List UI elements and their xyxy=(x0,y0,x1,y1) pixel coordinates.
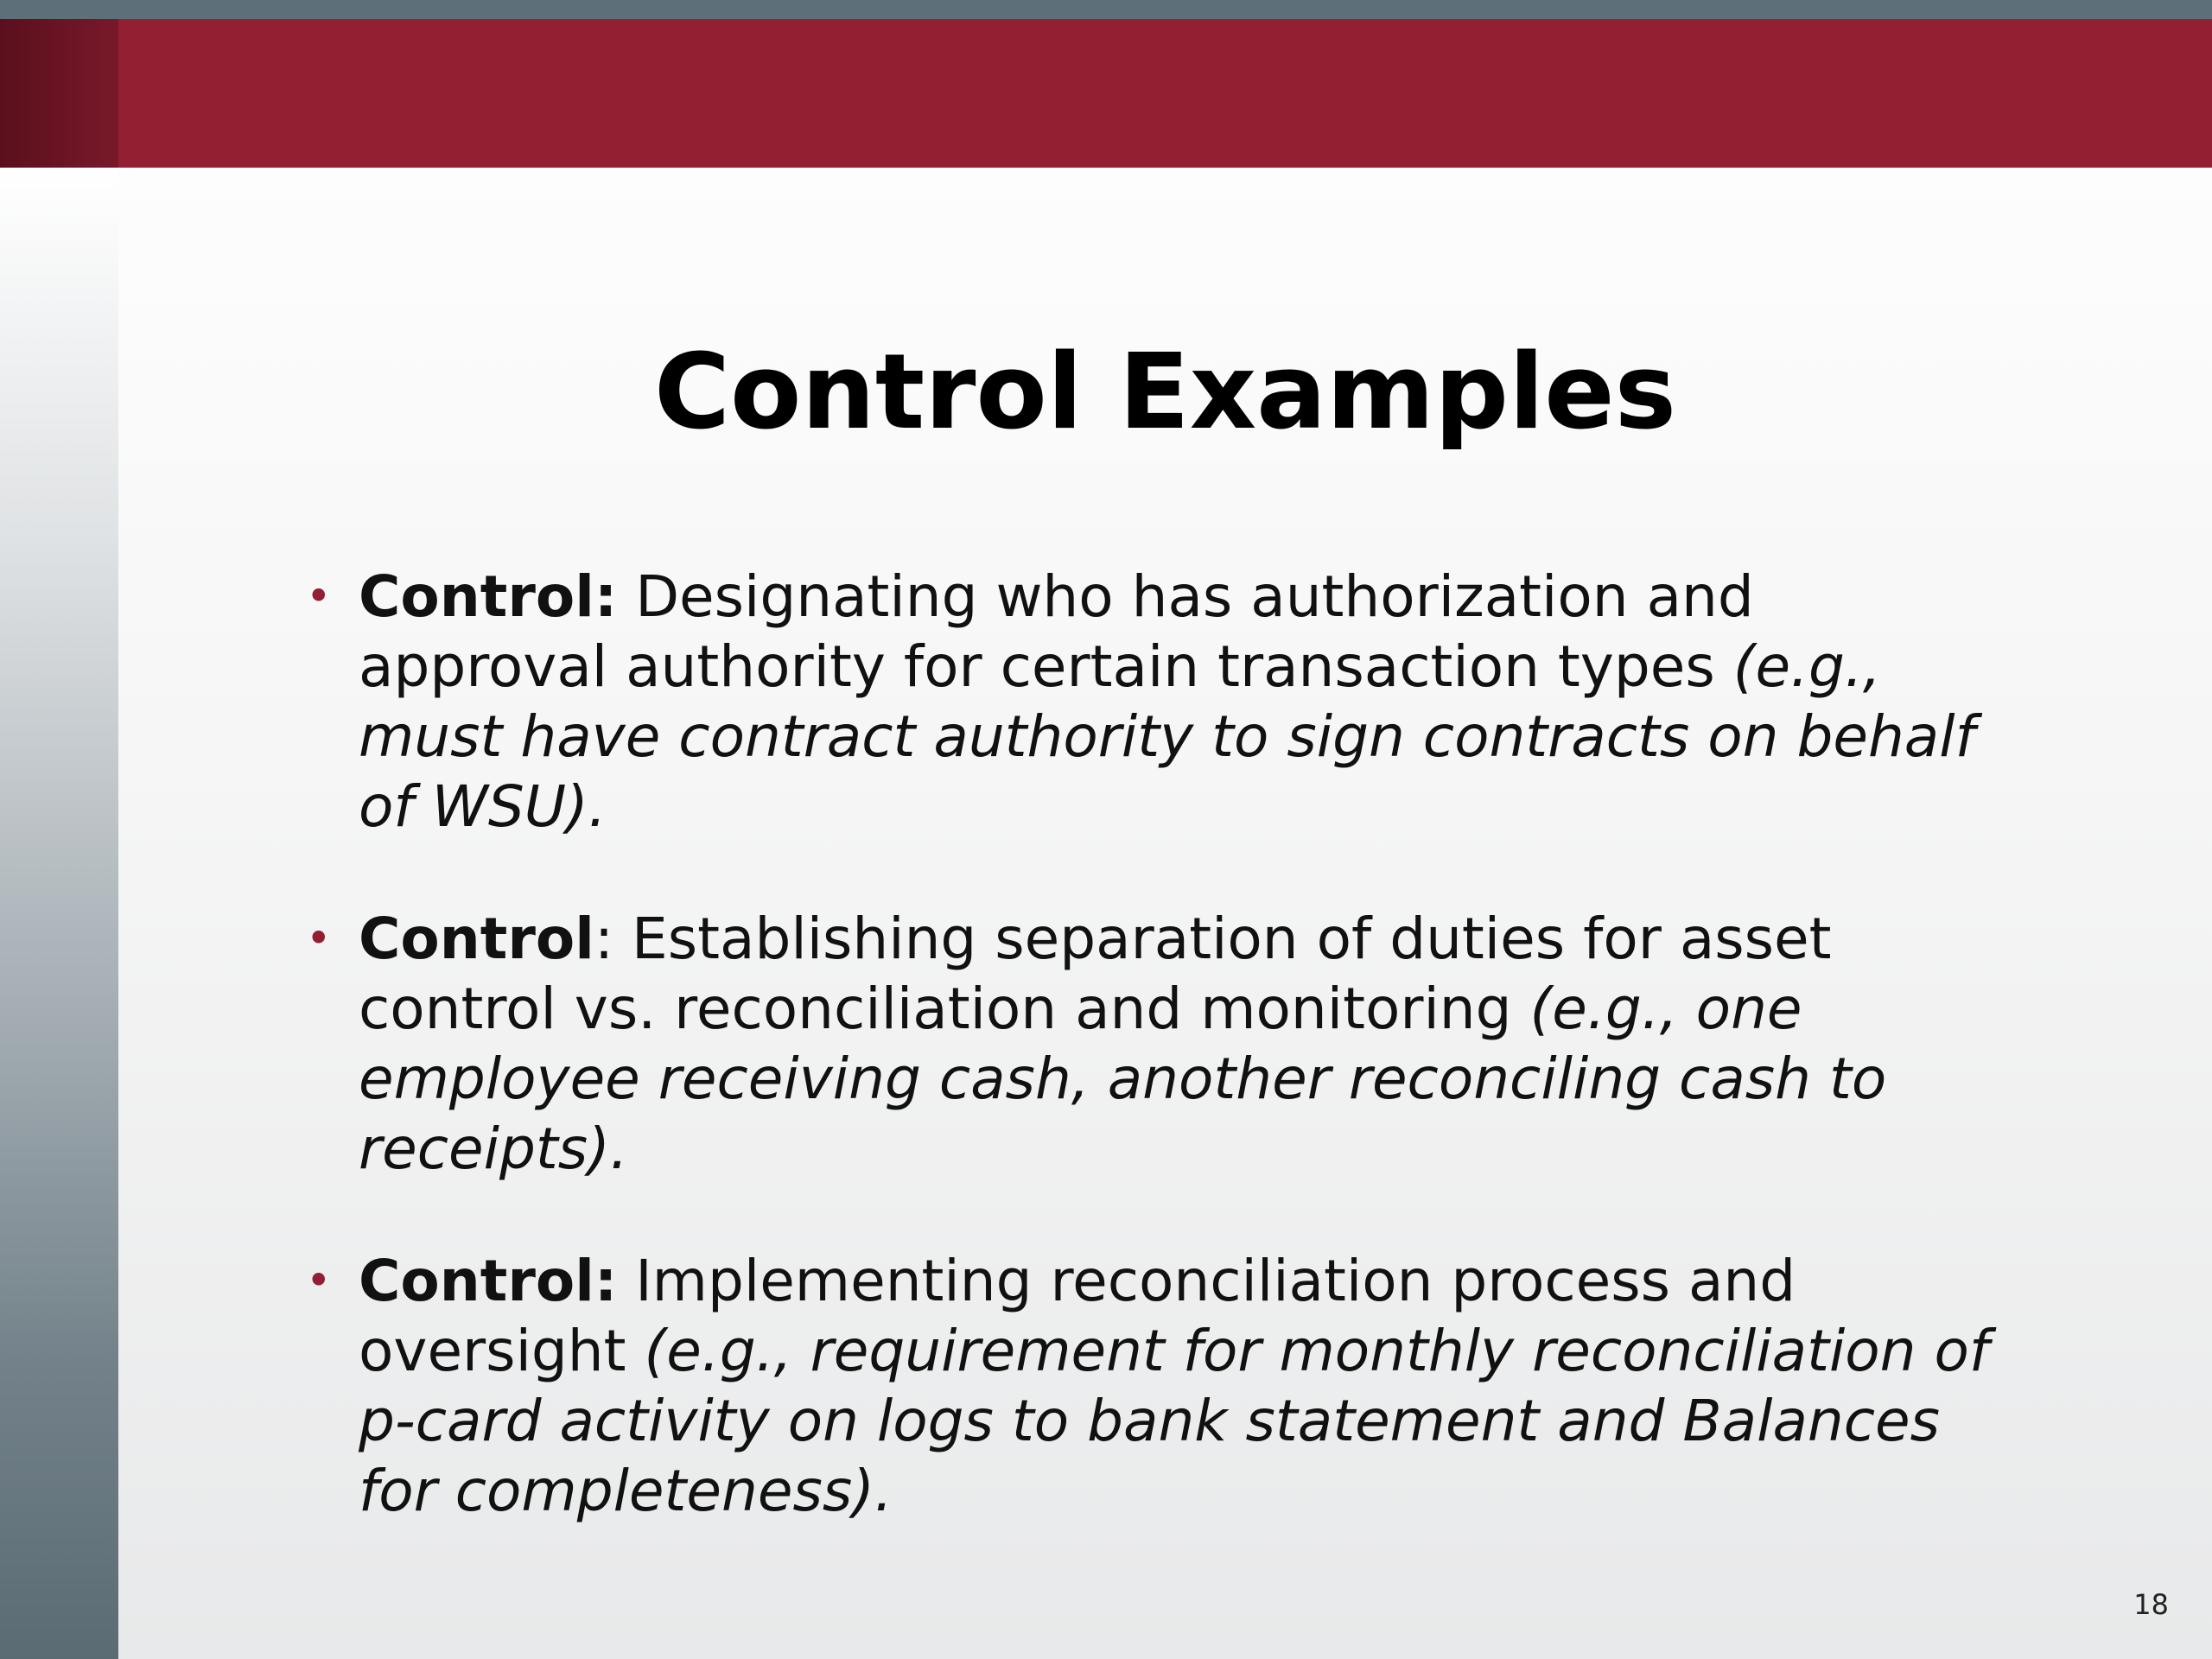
bullet-dot-icon: • xyxy=(306,1255,332,1306)
bullet-text: Designating who has authorization and approval authority for certain transaction types xyxy=(359,563,1754,700)
bullet-lead: Control xyxy=(359,906,594,972)
header-corner-block xyxy=(0,19,118,168)
page-number: 18 xyxy=(2133,1588,2169,1621)
bullet-text: Implementing reconciliation process and oversight xyxy=(359,1248,1796,1384)
header-band xyxy=(0,19,2212,168)
bullet-dot-icon: • xyxy=(306,913,332,963)
bullet-lead: Control: xyxy=(359,1248,618,1314)
bullet-item-separation-of-duties xyxy=(302,904,1996,1184)
bullet-example: (e.g., requirement for monthly reconciliation of p-card activity on logs to bank statement and Balances for completeness). xyxy=(359,1318,1990,1524)
bullet-example: (e.g., one employee receiving cash, another reconciling cash to receipts). xyxy=(359,976,1887,1182)
slide-title: Control Examples xyxy=(653,333,1677,453)
left-gradient-sidebar xyxy=(0,168,118,1659)
bullet-item-authorization xyxy=(302,562,1996,842)
bullet-dot-icon: • xyxy=(306,571,332,621)
top-strip xyxy=(0,0,2212,19)
bullet-item-reconciliation xyxy=(302,1246,1996,1526)
bullet-lead: Control: xyxy=(359,563,618,630)
bullet-text: : Establishing separation of duties for asset control vs. reconciliation and monitoring xyxy=(359,906,1832,1042)
bullet-list xyxy=(302,562,1996,1588)
bullet-example: (e.g., must have contract authority to sign contracts on behalf of WSU). xyxy=(359,633,1975,840)
